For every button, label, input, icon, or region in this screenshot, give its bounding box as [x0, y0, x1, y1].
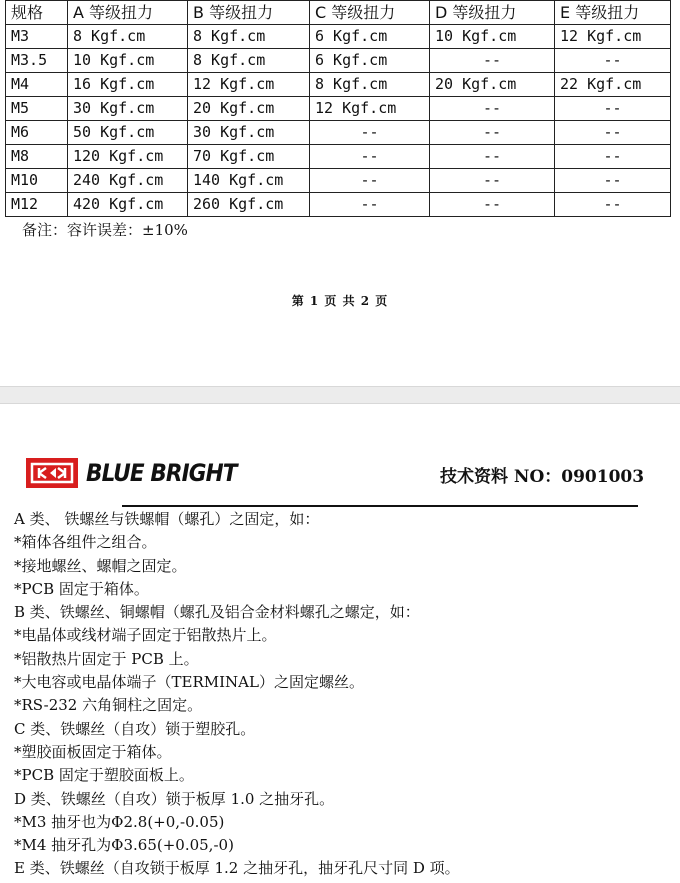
table-cell: --: [430, 97, 555, 121]
table-cell: M3: [6, 25, 68, 49]
text-line: *箱体各组件之组合。: [14, 533, 157, 552]
table-cell: --: [430, 49, 555, 73]
table-cell: M3.5: [6, 49, 68, 73]
table-row: [6, 145, 671, 169]
table-cell: --: [310, 169, 430, 193]
document-number: 技术资料 NO：0901003: [440, 467, 645, 487]
header-spec: 规格: [6, 1, 68, 25]
document-body: [14, 508, 460, 881]
text-line: *接地螺丝、螺帽之固定。: [14, 556, 187, 575]
header-grade-d: D 等级扭力: [430, 1, 555, 25]
text-line: *塑胶面板固定于箱体。: [14, 742, 172, 761]
document-page-2: [0, 404, 680, 883]
table-cell: --: [555, 49, 671, 73]
table-cell: --: [555, 97, 671, 121]
table-cell: 6 Kgf.cm: [310, 49, 430, 73]
table-cell: 20 Kgf.cm: [430, 73, 555, 97]
table-cell: 22 Kgf.cm: [555, 73, 671, 97]
table-row: [6, 169, 671, 193]
table-cell: --: [430, 193, 555, 217]
table-cell: 120 Kgf.cm: [68, 145, 188, 169]
table-cell: M4: [6, 73, 68, 97]
table-cell: 8 Kgf.cm: [188, 25, 310, 49]
header-grade-c: C 等级扭力: [310, 1, 430, 25]
table-cell: --: [555, 193, 671, 217]
table-cell: 260 Kgf.cm: [188, 193, 310, 217]
table-cell: M8: [6, 145, 68, 169]
table-cell: 16 Kgf.cm: [68, 73, 188, 97]
tolerance-note: 备注：容许误差：±10%: [22, 221, 188, 239]
company-logo: [26, 458, 253, 488]
table-cell: --: [430, 169, 555, 193]
table-cell: --: [555, 121, 671, 145]
text-line: *M4 抽牙孔为Φ3.65(+0.05,-0): [14, 836, 234, 855]
text-line: A 类、 铁螺丝与铁螺帽（螺孔）之固定，如：: [14, 510, 320, 528]
table-cell: 10 Kgf.cm: [68, 49, 188, 73]
text-line: *大电容或电晶体端子（TERMINAL）之固定螺丝。: [14, 673, 364, 692]
table-cell: --: [555, 169, 671, 193]
table-cell: --: [310, 121, 430, 145]
text-line: E 类、铁螺丝（自攻锁于板厚 1.2 之抽牙孔，抽牙孔尺寸同 D 项。: [14, 859, 460, 878]
table-cell: 420 Kgf.cm: [68, 193, 188, 217]
table-cell: 8 Kgf.cm: [188, 49, 310, 73]
table-cell: 50 Kgf.cm: [68, 121, 188, 145]
document-page-1: [0, 0, 680, 386]
text-line: *PCB 固定于塑胶面板上。: [14, 766, 194, 785]
page-separator: [0, 386, 680, 404]
text-line: C 类、铁螺丝（自攻）锁于塑胶孔。: [14, 719, 256, 738]
table-cell: 20 Kgf.cm: [188, 97, 310, 121]
table-cell: 30 Kgf.cm: [68, 97, 188, 121]
table-row: [6, 49, 671, 73]
text-line: D 类、铁螺丝（自攻）锁于板厚 1.0 之抽牙孔。: [14, 789, 335, 808]
text-line: B 类、铁螺丝、铜螺帽（螺孔及铝合金材料螺孔之螺定，如：: [14, 603, 420, 622]
table-cell: 12 Kgf.cm: [310, 97, 430, 121]
table-row: [6, 193, 671, 217]
table-cell: --: [555, 145, 671, 169]
table-row: [6, 25, 671, 49]
header-grade-e: E 等级扭力: [555, 1, 671, 25]
table-cell: 140 Kgf.cm: [188, 169, 310, 193]
table-row: [6, 73, 671, 97]
table-cell: M12: [6, 193, 68, 217]
table-cell: --: [430, 121, 555, 145]
logo-text: BLUE BRIGHT: [86, 459, 237, 487]
text-line: *电晶体或线材端子固定于铝散热片上。: [14, 626, 277, 645]
table-row: [6, 97, 671, 121]
table-cell: 10 Kgf.cm: [430, 25, 555, 49]
text-line: *RS-232 六角铜柱之固定。: [14, 696, 203, 715]
table-row: [6, 121, 671, 145]
table-header-row: [6, 1, 671, 25]
table-cell: 8 Kgf.cm: [68, 25, 188, 49]
table-cell: 8 Kgf.cm: [310, 73, 430, 97]
table-cell: 6 Kgf.cm: [310, 25, 430, 49]
text-line: *M3 抽牙也为Φ2.8(+0,-0.05): [14, 812, 225, 831]
table-cell: 12 Kgf.cm: [555, 25, 671, 49]
header-grade-b: B 等级扭力: [188, 1, 310, 25]
table-cell: 240 Kgf.cm: [68, 169, 188, 193]
logo-mark-icon: [26, 458, 78, 488]
header-grade-a: A 等级扭力: [68, 1, 188, 25]
text-line: *铝散热片固定于 PCB 上。: [14, 649, 199, 668]
page-number: 第 1 页 共 2 页: [291, 294, 389, 308]
table-cell: 12 Kgf.cm: [188, 73, 310, 97]
table-cell: M5: [6, 97, 68, 121]
table-cell: --: [310, 193, 430, 217]
table-cell: --: [310, 145, 430, 169]
table-cell: 30 Kgf.cm: [188, 121, 310, 145]
table-cell: M6: [6, 121, 68, 145]
table-cell: 70 Kgf.cm: [188, 145, 310, 169]
header-divider: [122, 505, 638, 507]
torque-table: [5, 0, 671, 217]
text-line: *PCB 固定于箱体。: [14, 579, 149, 598]
table-cell: --: [430, 145, 555, 169]
table-cell: M10: [6, 169, 68, 193]
